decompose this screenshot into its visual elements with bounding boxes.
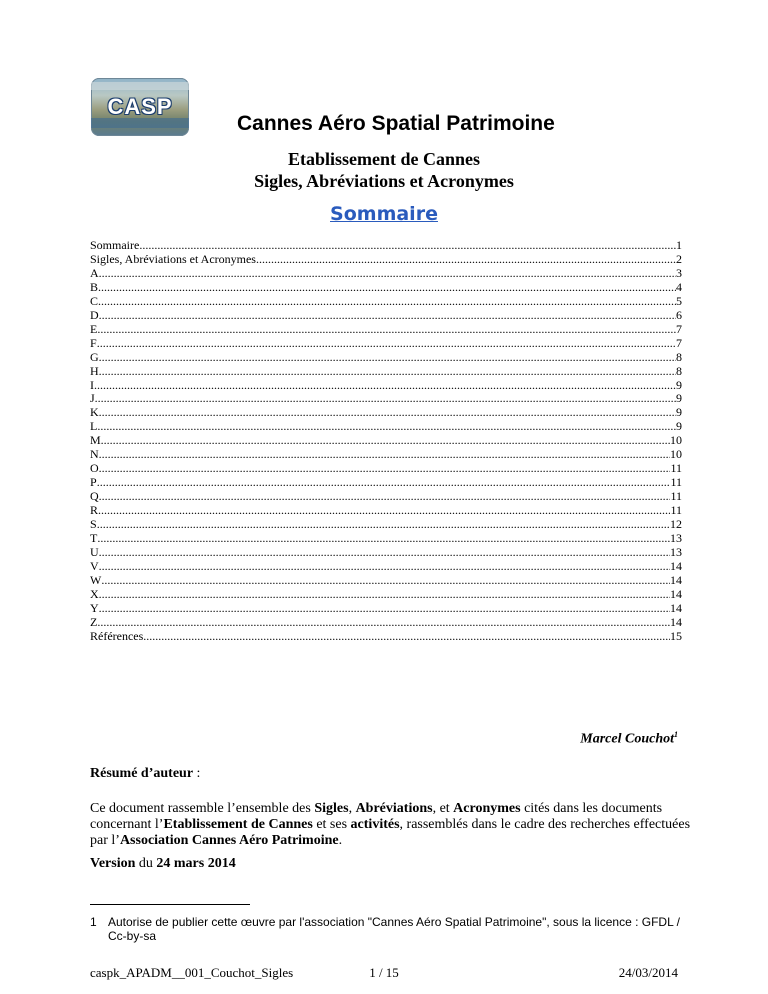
author-name-text: Marcel Couchot [580,731,674,747]
abstract-title-suffix: : [193,766,201,781]
abstract-bold: Abréviations [355,801,433,816]
toc-entry-label: Z [90,614,98,629]
toc-entry-label: J [90,391,95,406]
toc-dot-leader [99,448,670,462]
toc-entry-page: 11 [670,489,682,504]
toc-entry-page: 9 [676,405,682,420]
toc-entry[interactable] [90,462,682,476]
toc-dot-leader [98,281,676,295]
abstract-bold: Sigles [314,801,349,816]
toc-dot-leader [97,532,670,546]
toc-dot-leader [94,379,676,393]
toc-entry-label: U [90,544,99,559]
footnote-number: 1 [90,915,97,929]
toc-entry-page: 13 [670,531,682,546]
toc-entry[interactable] [90,392,682,406]
toc-entry-label: Y [90,600,99,615]
toc-entry-page: 11 [670,475,682,490]
toc-entry-label: F [90,335,97,350]
toc-entry-page: 13 [670,544,682,559]
toc-dot-leader [99,267,676,281]
toc-dot-leader [99,560,670,574]
toc-entry-label: L [90,419,98,434]
toc-entry-page: 9 [676,377,682,392]
toc-entry-page: 14 [670,572,682,587]
toc-entry-page: 1 [676,238,682,252]
casp-logo [91,78,189,136]
toc-dot-leader [97,323,676,337]
toc-entry-label: Q [90,489,99,504]
footnote-divider [90,904,250,905]
toc-entry[interactable] [90,295,682,309]
toc-entry-label: V [90,558,99,573]
toc-entry-label: S [90,517,97,532]
abstract-bold: Acronymes [453,801,521,816]
toc-dot-leader [98,504,670,518]
toc-entry[interactable] [90,267,682,281]
toc-entry[interactable] [90,602,682,616]
footer-date: 24/03/2014 [618,965,678,980]
toc-entry-page: 14 [670,586,682,601]
toc-dot-leader [139,239,676,253]
toc-entry-label: P [90,475,97,490]
abstract-fragment: , rassemblés dans le cadre des recherches effectuées par l’ [90,817,691,848]
toc-entry[interactable] [90,434,682,448]
toc-entry[interactable] [90,309,682,323]
toc-entry[interactable] [90,476,682,490]
toc-entry[interactable] [90,253,682,267]
abstract-bold: Etablissement de Cannes [163,817,313,832]
toc-entry-page: 15 [670,628,682,643]
footnote [90,915,690,943]
toc-dot-leader [99,351,676,365]
site-title-text: Cannes Aéro Spatial Patrimoine [237,112,555,135]
toc-entry-label: H [90,363,99,378]
toc-entry[interactable] [90,630,682,644]
toc-entry[interactable] [90,420,682,434]
toc-entry[interactable] [90,560,682,574]
toc-dot-leader [99,602,670,616]
abstract-bold: activités [350,817,400,832]
toc-dot-leader [101,434,670,448]
abstract-fragment: , [348,801,356,816]
abstract-fragment: Ce document rassemble l’ensemble des [90,801,315,816]
abstract-bold: Association Cannes Aéro Patrimoine [119,833,339,848]
table-of-contents [90,239,682,644]
toc-entry[interactable] [90,490,682,504]
toc-entry-page: 4 [676,279,682,294]
toc-entry[interactable] [90,518,682,532]
toc-entry-page: 14 [670,614,682,629]
toc-entry-page: 7 [676,321,682,336]
toc-entry-page: 10 [670,433,682,448]
toc-entry-label: Références [90,628,144,643]
toc-entry-label: Sommaire [90,238,140,252]
toc-entry-label: D [90,307,99,322]
toc-entry[interactable] [90,406,682,420]
toc-dot-leader [256,253,676,267]
toc-entry-label: O [90,461,99,476]
toc-entry[interactable] [90,379,682,393]
toc-entry[interactable] [90,546,682,560]
toc-entry-page: 11 [670,461,682,476]
version-line [90,856,236,872]
toc-entry-label: R [90,503,99,518]
toc-entry[interactable] [90,574,682,588]
toc-entry-page: 9 [676,419,682,434]
toc-dot-leader [97,337,676,351]
toc-dot-leader [97,420,676,434]
toc-dot-leader [99,462,671,476]
toc-entry-label: I [90,377,94,392]
author-name [580,730,678,748]
toc-dot-leader [143,630,670,644]
abstract-fragment: . [338,833,343,848]
toc-entry-page: 8 [676,363,682,378]
toc-entry-label: E [90,321,98,336]
toc-entry[interactable] [90,323,682,337]
toc-entry[interactable] [90,616,682,630]
toc-dot-leader [99,309,676,323]
toc-entry-label: B [90,279,99,294]
toc-entry[interactable] [90,504,682,518]
footnote-text: Autorise de publier cette œuvre par l'association "Cannes Aéro Spatial Patrimoine", sous la licence : GFDL / Cc-by-sa [108,915,680,943]
toc-entry-page: 10 [670,447,682,462]
toc-entry-page: 14 [670,558,682,573]
toc-entry-page: 3 [676,265,682,280]
toc-entry-page: 5 [676,293,682,308]
toc-entry-label: N [90,447,99,462]
toc-entry-page: 7 [676,335,682,350]
toc-entry-page: 12 [670,517,682,532]
abstract-title [90,766,200,782]
toc-dot-leader [99,490,671,504]
toc-entry[interactable] [90,351,682,365]
version-date: 24 mars 2014 [156,856,236,871]
toc-entry[interactable] [90,448,682,462]
footer-page-number: 1 / 15 [369,965,399,980]
toc-entry-page: 2 [676,251,682,266]
version-fragment: du [135,856,157,871]
abstract-fragment: cités dans les documents concernant l’ [90,801,663,832]
toc-entry-page: 9 [676,391,682,406]
abstract-text [90,801,690,849]
toc-dot-leader [99,365,676,379]
toc-entry-label: Sigles, Abréviations et Acronymes [90,251,256,266]
toc-dot-leader [99,588,670,602]
footer-filename: caspk_APADM__001_Couchot_Sigles [90,965,294,980]
abstract-fragment: , et [432,801,454,816]
toc-dot-leader [97,518,670,532]
toc-entry-label: K [90,405,99,420]
toc-entry-label: C [90,293,99,308]
subtitle-establishment: Etablissement de Cannes [287,149,480,169]
toc-entry-page: 8 [676,349,682,364]
toc-entry[interactable] [90,365,682,379]
toc-dot-leader [97,616,670,630]
toc-entry-label: X [90,586,99,601]
toc-entry-page: 14 [670,600,682,615]
toc-dot-leader [99,546,670,560]
toc-entry[interactable] [90,532,682,546]
abstract-fragment: et ses [312,817,351,832]
toc-entry-label: W [90,572,102,587]
toc-entry-page: 6 [676,307,682,322]
subtitle-document: Sigles, Abréviations et Acronymes [254,171,514,191]
toc-dot-leader [101,574,670,588]
toc-entry-page: 11 [670,503,682,518]
toc-entry-label: A [90,265,99,280]
toc-entry[interactable] [90,239,682,253]
toc-dot-leader [95,392,676,406]
toc-entry-label: T [90,531,98,546]
author-footnote-ref[interactable]: 1 [674,730,678,739]
toc-dot-leader [97,476,671,490]
toc-dot-leader [98,295,676,309]
logo-text: CASP [107,94,173,119]
version-label: Version [90,856,136,871]
toc-entry-label: G [90,349,99,364]
toc-entry[interactable] [90,281,682,295]
toc-heading-link[interactable]: Sommaire [330,203,438,225]
toc-entry[interactable] [90,337,682,351]
toc-dot-leader [99,406,676,420]
toc-entry[interactable] [90,588,682,602]
abstract-title-text: Résumé d’auteur [90,766,194,781]
toc-entry-label: M [90,433,101,448]
